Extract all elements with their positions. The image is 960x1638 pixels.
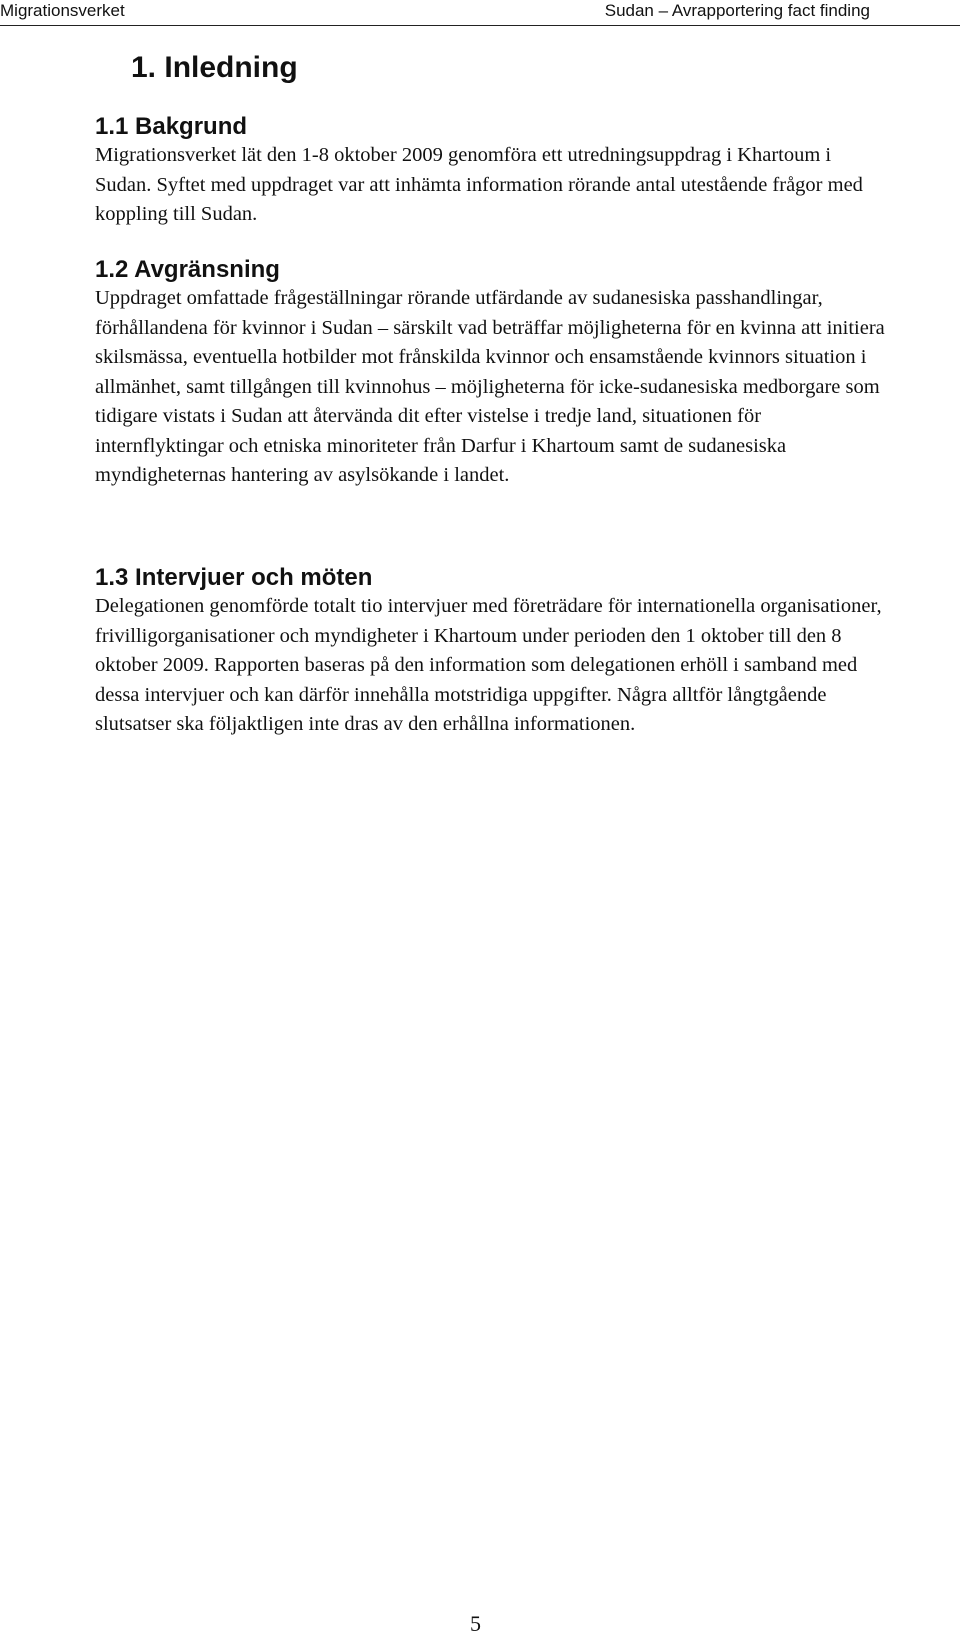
section-heading-intervjuer: 1.3 Intervjuer och möten	[95, 564, 373, 591]
header-organization: Migrationsverket	[0, 1, 125, 20]
running-header	[0, 0, 960, 26]
section-body-intervjuer: Delegationen genomförde totalt tio intervjuer med företrädare för internationella organisationer, frivilligorganisationer och myndigheter i Khartoum under perioden den 1 oktober till den 8 oktober 2009. Rapporten baseras på den information som delegationen erhöll i samband med dessa intervjuer och kan därför innehålla motstridiga uppgifter. Några alltför långtgående slutsatser ska följaktligen inte dras av den erhållna informationen.	[95, 595, 882, 735]
section-body-avgransning: Uppdraget omfattade frågeställningar rörande utfärdande av sudanesiska passhandlingar, förhållandena för kvinnor i Sudan – särskilt vad beträffar möjligheterna för en kvinna att initiera skilsmässa, eventuella hotbilder mot frånskilda kvinnor och ensamstående kvinnors situation i allmänhet, samt tillgången till kvinnohus – möjligheterna för icke-sudanesiska medborgare som tidigare vistats i Sudan att återvända dit efter vistelse i tredje land, situationen för internflyktingar och etniska minoriteter från Darfur i Khartoum samt de sudanesiska myndigheternas hantering av asylsökande i landet.	[95, 287, 885, 486]
section-heading-avgransning: 1.2 Avgränsning	[95, 256, 280, 283]
section-body-bakgrund: Migrationsverket lät den 1-8 oktober 2009 genomföra ett utredningsuppdrag i Khartoum i Sudan. Syftet med uppdraget var att inhämta information rörande antal utestående frågor med koppling till Sudan.	[95, 144, 863, 225]
page-number: 5	[470, 1611, 481, 1636]
header-report-title: Sudan – Avrapportering fact finding	[604, 1, 870, 20]
section-heading-bakgrund: 1.1 Bakgrund	[95, 113, 248, 140]
chapter-title: 1. Inledning	[131, 51, 298, 84]
